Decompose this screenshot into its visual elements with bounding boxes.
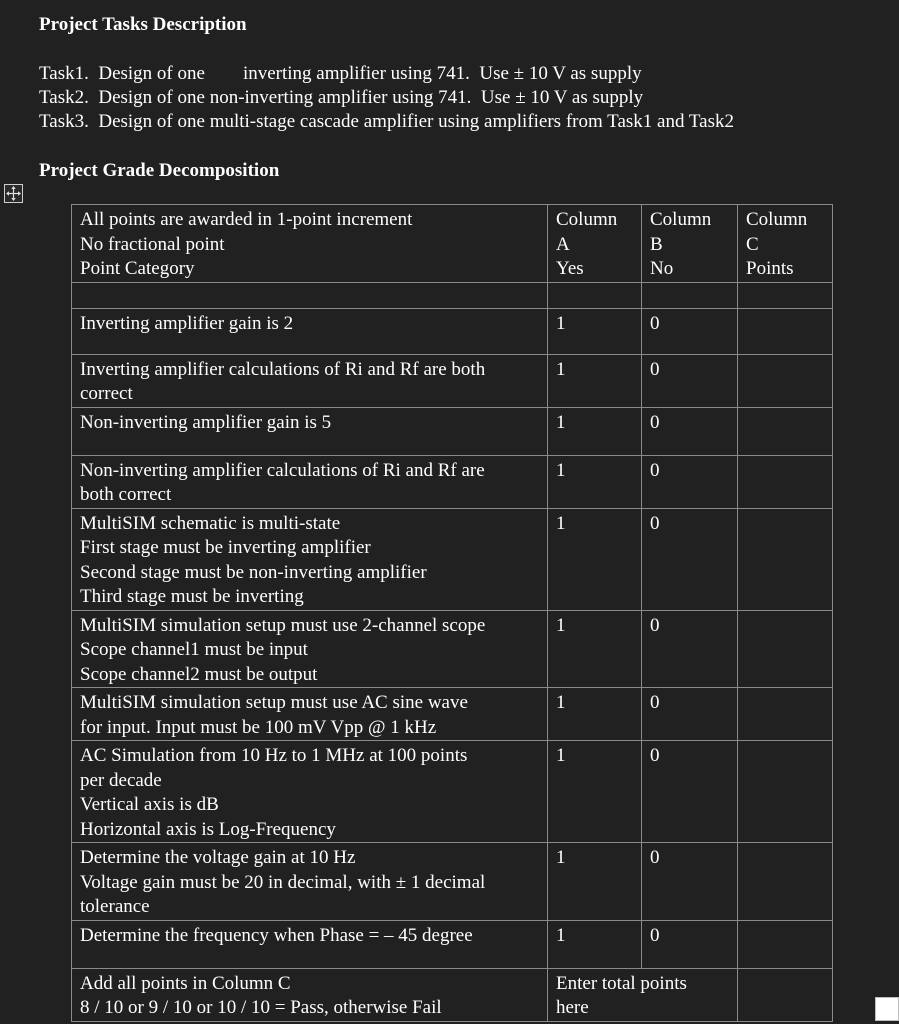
cell-text-line: Enter total points — [556, 972, 687, 994]
cell-text-line: Non-inverting amplifier calculations of Ri and Rf are — [80, 459, 485, 481]
column-b-cell[interactable]: 0 — [642, 354, 738, 407]
cell-text-line: Point Category — [80, 258, 195, 279]
cell-text-line: All points are awarded in 1-point increment — [80, 209, 413, 230]
column-a-cell[interactable]: 1 — [548, 455, 642, 508]
cell-text-line: MultiSIM schematic is multi-state — [80, 512, 341, 534]
column-a-cell[interactable]: 1 — [548, 610, 642, 688]
column-b-cell[interactable]: 0 — [642, 920, 738, 968]
category-cell[interactable] — [72, 407, 548, 455]
table-row — [72, 741, 833, 843]
points-input-cell[interactable] — [738, 455, 833, 508]
total-instructions-cell[interactable] — [72, 968, 548, 1021]
category-cell[interactable] — [72, 610, 548, 688]
header-column-a-cell[interactable] — [548, 205, 642, 283]
empty-cell[interactable] — [738, 282, 833, 308]
move-arrows-icon[interactable] — [4, 184, 23, 203]
task-3: Task3. Design of one multi-stage cascade amplifier using amplifiers from Task1 and Task2 — [39, 111, 734, 132]
table-row — [72, 308, 833, 354]
empty-cell[interactable] — [642, 282, 738, 308]
column-b-cell[interactable]: 0 — [642, 843, 738, 921]
cell-text-line: MultiSIM simulation setup must use 2-channel scope — [80, 614, 486, 636]
cell-text-line: Scope channel1 must be input — [80, 639, 308, 660]
category-cell[interactable] — [72, 688, 548, 741]
empty-cell[interactable] — [72, 282, 548, 308]
header-column-b-cell[interactable] — [642, 205, 738, 283]
cell-text-line: Column — [746, 209, 808, 230]
cell-text-line: 8 / 10 or 9 / 10 or 10 / 10 = Pass, otherwise Fail — [80, 997, 442, 1018]
cell-text-line: MultiSIM simulation setup must use AC sine wave — [80, 692, 468, 713]
column-b-cell[interactable]: 0 — [642, 455, 738, 508]
cell-text-line: No fractional point — [80, 233, 225, 255]
category-cell[interactable] — [72, 920, 548, 968]
table-row — [72, 688, 833, 741]
cell-text-line: Points — [746, 258, 794, 279]
cell-text-line: Determine the frequency when Phase = – 45 degree — [80, 924, 473, 946]
table-row — [72, 455, 833, 508]
column-a-cell[interactable]: 1 — [548, 741, 642, 843]
cell-text-line: here — [556, 997, 589, 1018]
grade-heading: Project Grade Decomposition — [39, 160, 280, 181]
category-cell[interactable] — [72, 308, 548, 354]
column-b-cell[interactable]: 0 — [642, 688, 738, 741]
total-points-prompt-cell[interactable] — [548, 968, 738, 1021]
cell-text-line: tolerance — [80, 896, 150, 917]
column-b-cell[interactable]: 0 — [642, 508, 738, 610]
category-cell[interactable] — [72, 354, 548, 407]
cell-text-line: No — [650, 258, 674, 279]
cell-text-line: Non-inverting amplifier gain is 5 — [80, 411, 332, 433]
points-input-cell[interactable] — [738, 308, 833, 354]
table-header-row — [72, 205, 833, 283]
cell-text-line: Column — [650, 209, 712, 230]
column-a-cell[interactable]: 1 — [548, 308, 642, 354]
points-input-cell[interactable] — [738, 610, 833, 688]
cell-text-line: Determine the voltage gain at 10 Hz — [80, 847, 356, 868]
cell-text-line: both correct — [80, 484, 172, 505]
column-b-cell[interactable]: 0 — [642, 741, 738, 843]
category-cell[interactable] — [72, 508, 548, 610]
cell-text-line: per decade — [80, 769, 162, 791]
table-empty-row — [72, 282, 833, 308]
total-points-cell[interactable] — [738, 968, 833, 1021]
column-a-cell[interactable]: 1 — [548, 407, 642, 455]
task-list — [39, 62, 734, 134]
task-2: Task2. Design of one non-inverting amplifier using 741. Use ± 10 V as supply — [39, 87, 644, 108]
cell-text-line: Third stage must be inverting — [80, 586, 304, 607]
cell-text-line: Horizontal axis is Log-Frequency — [80, 818, 336, 840]
cell-text-line: Voltage gain must be 20 in decimal, with ± 1 decimal — [80, 871, 486, 893]
table-row — [72, 610, 833, 688]
cell-text-line: Inverting amplifier calculations of Ri and Rf are both — [80, 358, 486, 380]
header-column-c-cell[interactable] — [738, 205, 833, 283]
cell-text-line: C — [746, 233, 759, 255]
column-a-cell[interactable]: 1 — [548, 920, 642, 968]
column-b-cell[interactable]: 0 — [642, 308, 738, 354]
cell-text-line: A — [556, 233, 570, 255]
cell-text-line: Second stage must be non-inverting amplifier — [80, 561, 427, 583]
header-category-cell[interactable] — [72, 205, 548, 283]
cell-text-line: for input. Input must be 100 mV Vpp @ 1 kHz — [80, 716, 437, 738]
cell-text-line: Scope channel2 must be output — [80, 663, 318, 685]
category-cell[interactable] — [72, 741, 548, 843]
category-cell[interactable] — [72, 843, 548, 921]
empty-cell[interactable] — [548, 282, 642, 308]
column-b-cell[interactable]: 0 — [642, 407, 738, 455]
table-row — [72, 843, 833, 921]
points-input-cell[interactable] — [738, 741, 833, 843]
points-input-cell[interactable] — [738, 354, 833, 407]
points-input-cell[interactable] — [738, 688, 833, 741]
table-row — [72, 508, 833, 610]
table-row — [72, 354, 833, 407]
grade-table — [71, 204, 833, 1022]
table-row — [72, 920, 833, 968]
column-a-cell[interactable]: 1 — [548, 354, 642, 407]
cell-text-line: Vertical axis is dB — [80, 794, 219, 815]
table-resize-icon[interactable] — [875, 997, 899, 1021]
column-a-cell[interactable]: 1 — [548, 843, 642, 921]
points-input-cell[interactable] — [738, 843, 833, 921]
cell-text-line: Add all points in Column C — [80, 972, 291, 994]
points-input-cell[interactable] — [738, 920, 833, 968]
column-b-cell[interactable]: 0 — [642, 610, 738, 688]
points-input-cell[interactable] — [738, 508, 833, 610]
cell-text-line: Inverting amplifier gain is 2 — [80, 312, 294, 334]
table-footer-row — [72, 968, 833, 1021]
category-cell[interactable] — [72, 455, 548, 508]
points-input-cell[interactable] — [738, 407, 833, 455]
cell-text-line: B — [650, 233, 663, 255]
task-1: Task1. Design of one inverting amplifier using 741. Use ± 10 V as supply — [39, 63, 642, 84]
cell-text-line: Column — [556, 209, 618, 230]
cell-text-line: correct — [80, 383, 133, 404]
table-row — [72, 407, 833, 455]
cell-text-line: First stage must be inverting amplifier — [80, 537, 371, 558]
column-a-cell[interactable]: 1 — [548, 688, 642, 741]
cell-text-line: AC Simulation from 10 Hz to 1 MHz at 100 points — [80, 745, 468, 766]
column-a-cell[interactable]: 1 — [548, 508, 642, 610]
tasks-heading: Project Tasks Description — [39, 14, 247, 35]
cell-text-line: Yes — [556, 258, 584, 279]
